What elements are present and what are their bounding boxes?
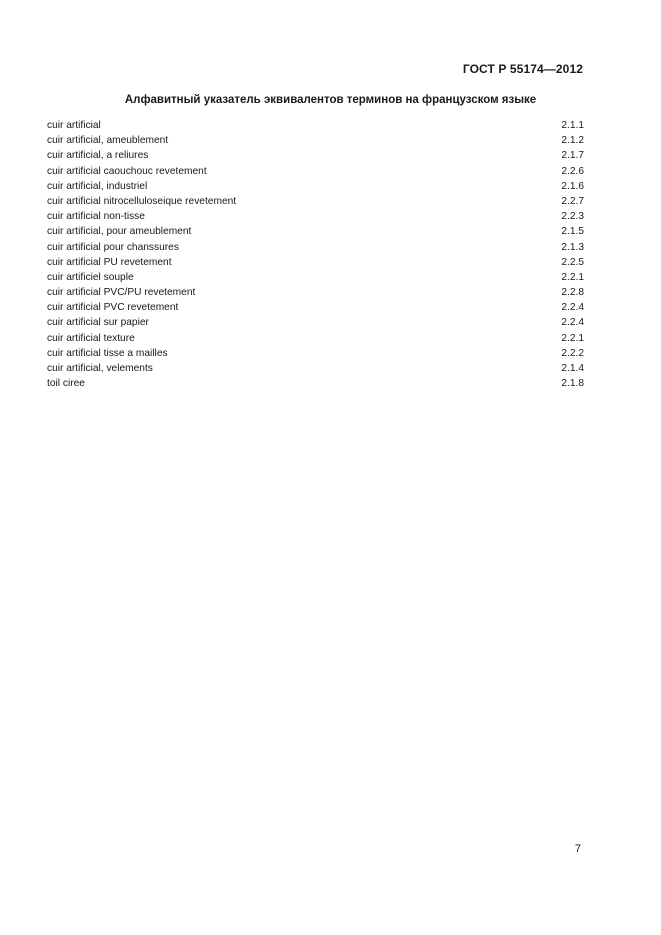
- index-reference: 2.2.1: [561, 332, 584, 344]
- index-term: cuir artificial caouchouc revetement: [47, 165, 207, 177]
- list-item: [47, 224, 584, 239]
- index-reference: 2.1.6: [561, 180, 584, 192]
- term-index-list: [47, 118, 584, 391]
- list-item: [47, 270, 584, 285]
- list-item: [47, 331, 584, 346]
- list-item: [47, 285, 584, 300]
- list-item: [47, 255, 584, 270]
- index-reference: 2.2.1: [561, 271, 584, 283]
- list-item: [47, 133, 584, 148]
- index-term: cuir artificiel souple: [47, 271, 134, 283]
- index-reference: 2.1.8: [561, 378, 584, 390]
- index-reference: 2.2.6: [561, 165, 584, 177]
- index-reference: 2.2.5: [561, 256, 584, 268]
- list-item: [47, 300, 584, 315]
- list-item: [47, 179, 584, 194]
- index-term: cuir artificial nitrocelluloseique revetement: [47, 195, 237, 207]
- list-item: [47, 118, 584, 133]
- index-reference: 2.1.3: [561, 241, 584, 253]
- index-term: cuir artificial tisse a mailles: [47, 347, 168, 359]
- index-term: cuir artificial non-tisse: [47, 211, 145, 223]
- index-reference: 2.1.2: [561, 135, 584, 147]
- list-item: [47, 164, 584, 179]
- index-term: cuir artificial: [47, 120, 101, 131]
- index-reference: 2.1.4: [561, 363, 584, 374]
- index-reference: 2.2.3: [561, 211, 584, 223]
- index-term: cuir artificial sur papier: [47, 317, 149, 329]
- index-term: cuir artificial texture: [47, 332, 135, 344]
- index-term: cuir artificial PVC revetement: [47, 302, 179, 314]
- index-term: cuir artificial, a reliures: [47, 150, 149, 162]
- index-reference: 2.2.7: [561, 195, 584, 207]
- page-number: 7: [574, 843, 581, 855]
- list-item: [47, 361, 584, 376]
- page-title: Алфавитный указатель эквивалентов терминов на французском языке: [124, 94, 537, 106]
- list-item: [47, 376, 584, 391]
- list-item: [47, 209, 584, 224]
- index-reference: 2.1.5: [561, 226, 584, 238]
- index-term: cuir artificial, velements: [47, 363, 153, 374]
- index-term: cuir artificial, industriel: [47, 180, 148, 192]
- list-item: [47, 315, 584, 330]
- index-term: cuir artificial, pour ameublement: [47, 226, 192, 238]
- index-term: toil ciree: [47, 378, 85, 390]
- list-item: [47, 148, 584, 163]
- list-item: [47, 346, 584, 361]
- list-item: [47, 194, 584, 209]
- standard-code-header: ГОСТ Р 55174—2012: [462, 62, 583, 76]
- index-reference: 2.2.2: [561, 347, 584, 359]
- index-term: cuir artificial PVC/PU revetement: [47, 287, 196, 299]
- index-reference: 2.2.4: [561, 302, 584, 314]
- index-reference: 2.2.8: [561, 287, 584, 299]
- index-term: cuir artificial, ameublement: [47, 135, 169, 147]
- index-reference: 2.1.1: [561, 120, 584, 131]
- index-term: cuir artificial PU revetement: [47, 256, 172, 268]
- list-item: [47, 240, 584, 255]
- index-reference: 2.1.7: [561, 150, 584, 162]
- index-term: cuir artificial pour chanssures: [47, 241, 179, 253]
- index-reference: 2.2.4: [561, 317, 584, 329]
